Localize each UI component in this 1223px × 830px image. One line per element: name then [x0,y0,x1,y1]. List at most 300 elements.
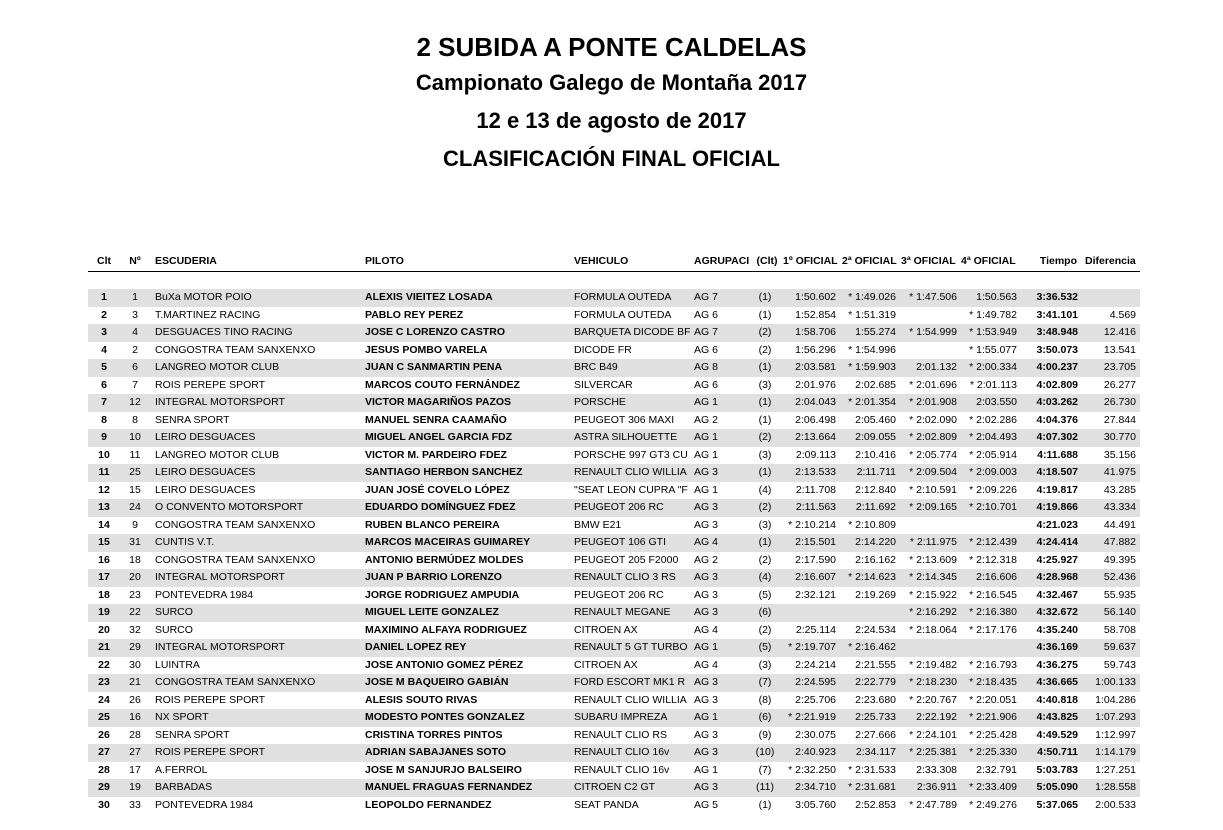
event-title: 2 SUBIDA A PONTE CALDELAS [416,32,807,62]
group-cell: AG 6 [694,343,718,356]
oficial-3-cell: * 2:18.064 [909,623,957,636]
group-position-cell: (2) [758,501,772,513]
oficial-4-cell: * 2:49.276 [969,798,1017,811]
team-cell: A.FERROL [155,763,208,776]
position-cell: 24 [98,693,110,706]
oficial-2-cell: * 2:16.462 [848,641,896,653]
table-row [88,587,1140,605]
oficial-4-cell: * 2:04.493 [969,431,1017,443]
team-cell: ROIS PEREPE SPORT [155,378,266,391]
header-number: Nº [129,255,141,267]
position-cell: 18 [98,588,110,601]
team-cell: CONGOSTRA TEAM SANXENXO [155,676,316,688]
position-cell: 15 [98,536,110,548]
team-cell: DESGUACES TINO RACING [155,326,293,338]
oficial-1-cell: 2:25.114 [795,623,836,636]
event-date: 12 e 13 de agosto de 2017 [476,108,747,133]
group-cell: AG 7 [694,326,718,338]
group-cell: AG 1 [694,396,718,408]
oficial-1-cell: 2:09.113 [795,448,836,461]
group-cell: AG 3 [694,571,718,583]
number-cell: 27 [129,746,141,758]
group-position-cell: (3) [758,378,772,391]
team-cell: SENRA SPORT [155,728,230,741]
time-cell: 4:24.414 [1036,536,1078,548]
number-cell: 21 [129,676,141,688]
group-cell: AG 1 [694,641,718,653]
difference-cell: 1:00.133 [1095,676,1136,688]
time-cell: 4:36.275 [1036,658,1078,671]
oficial-1-cell: 1:52.854 [795,308,836,321]
number-cell: 8 [132,413,138,426]
time-cell: 3:36.532 [1036,291,1078,303]
table-row [88,482,1140,500]
group-position-cell: (1) [758,536,772,548]
time-cell: 4:19.866 [1036,501,1078,513]
time-cell: 4:25.927 [1036,553,1078,566]
team-cell: CONGOSTRA TEAM SANXENXO [155,518,316,531]
oficial-3-cell: * 2:25.381 [909,746,957,758]
oficial-4-cell: * 1:55.077 [969,343,1017,356]
oficial-2-cell: * 1:59.903 [848,361,896,373]
position-cell: 28 [98,763,110,776]
difference-cell: 49.395 [1103,553,1136,566]
document-title-block [0,30,1223,178]
table-row [88,429,1140,447]
header-oficial-4: 4ª OFICIAL [961,255,1016,267]
group-position-cell: (1) [758,291,772,303]
oficial-1-cell: * 2:32.250 [788,763,836,776]
vehicle-cell: PEUGEOT 205 F2000 [574,553,679,566]
oficial-4-cell: * 2:10.701 [969,501,1017,513]
oficial-2-cell: 2:16.162 [855,553,896,566]
position-cell: 12 [98,483,110,496]
time-cell: 4:03.262 [1036,396,1078,408]
position-cell: 26 [98,728,110,741]
oficial-2-cell: 2:05.460 [855,413,896,426]
oficial-2-cell: * 2:31.681 [848,781,896,793]
time-cell: 4:21.023 [1036,518,1078,531]
vehicle-cell: CITROEN C2 GT [574,781,656,793]
driver-cell: MODESTO PONTES GONZALEZ [365,711,525,723]
difference-cell: 23.705 [1103,361,1136,373]
position-cell: 6 [101,378,107,391]
oficial-3-cell: * 2:20.767 [909,693,957,706]
header-tiempo: Tiempo [1039,255,1077,267]
group-cell: AG 3 [694,466,718,478]
time-cell: 4:36.665 [1036,676,1078,688]
group-position-cell: (2) [758,553,772,566]
group-cell: AG 3 [694,693,718,706]
group-position-cell: (2) [758,623,772,636]
group-position-cell: (8) [758,693,772,706]
vehicle-cell: PEUGEOT 106 GTI [574,536,667,548]
number-cell: 18 [129,553,141,566]
team-cell: SURCO [155,606,193,618]
oficial-1-cell: 2:32.121 [795,588,836,601]
group-position-cell: (3) [758,658,772,671]
position-cell: 30 [98,798,110,811]
number-cell: 19 [129,781,141,793]
group-cell: AG 2 [694,413,718,426]
driver-cell: JESUS POMBO VARELA [365,343,488,356]
oficial-1-cell: 2:06.498 [795,413,836,426]
oficial-2-cell: * 2:10.809 [848,518,896,531]
time-cell: 4:32.672 [1036,606,1078,618]
time-cell: 4:50.711 [1037,746,1078,758]
group-position-cell: (5) [758,588,772,601]
oficial-1-cell: 3:05.760 [795,798,836,811]
oficial-3-cell: 2:33.308 [916,763,957,776]
position-cell: 21 [98,641,110,653]
oficial-2-cell: 2:25.733 [855,711,896,723]
group-cell: AG 2 [694,553,718,566]
driver-cell: ANTONIO BERMÚDEZ MOLDES [365,553,524,566]
team-cell: ROIS PEREPE SPORT [155,693,266,706]
number-cell: 12 [129,396,141,408]
oficial-4-cell: * 2:33.409 [969,781,1017,793]
difference-cell: 1:27.251 [1095,763,1136,776]
oficial-4-cell: * 2:16.793 [969,658,1017,671]
oficial-4-cell: * 2:20.051 [969,693,1017,706]
table-row [88,447,1140,465]
position-cell: 29 [98,781,110,793]
position-cell: 16 [98,553,110,566]
championship-title: Campionato Galego de Montaña 2017 [415,70,808,95]
oficial-4-cell: 2:16.606 [976,571,1017,583]
group-cell: AG 3 [694,676,718,688]
header-vehiculo: VEHICULO [574,255,629,267]
group-cell: AG 1 [694,483,718,496]
team-cell: INTEGRAL MOTORSPORT [155,571,285,583]
time-cell: 4:32.467 [1036,588,1078,601]
table-row [88,412,1140,430]
number-cell: 3 [132,308,138,321]
vehicle-cell: PEUGEOT 306 MAXI [574,413,675,426]
oficial-4-cell: * 2:00.334 [969,361,1017,373]
group-position-cell: (3) [758,448,772,461]
driver-cell: SANTIAGO HERBON SANCHEZ [365,466,523,478]
oficial-4-cell: * 2:16.545 [969,588,1017,601]
position-cell: 4 [101,343,107,356]
oficial-4-cell: 1:50.563 [976,291,1017,303]
group-position-cell: (1) [758,308,772,321]
header-clt: Clt [97,255,111,267]
difference-cell: 1:12.997 [1095,728,1136,741]
difference-cell: 12.416 [1103,326,1136,338]
driver-cell: MIGUEL LEITE GONZALEZ [365,606,499,618]
driver-cell: VICTOR MAGARIÑOS PAZOS [365,396,512,408]
oficial-1-cell: 2:11.563 [795,501,836,513]
time-cell: 5:37.065 [1036,798,1078,811]
group-position-cell: (6) [758,606,772,618]
oficial-2-cell: 2:34.117 [855,746,896,758]
position-cell: 20 [98,623,110,636]
oficial-4-cell: * 2:05.914 [969,448,1017,461]
oficial-4-cell: * 2:01.113 [969,378,1017,391]
number-cell: 6 [132,361,138,373]
oficial-2-cell: 1:55.274 [855,326,896,338]
group-cell: AG 6 [694,378,718,391]
oficial-1-cell: 2:15.501 [795,536,836,548]
oficial-3-cell: * 2:02.090 [909,413,957,426]
vehicle-cell: PEUGEOT 206 RC [574,501,664,513]
position-cell: 14 [98,518,110,531]
driver-cell: RUBEN BLANCO PEREIRA [365,518,500,531]
time-cell: 4:49.529 [1036,728,1078,741]
oficial-4-cell: * 2:25.428 [969,728,1017,741]
oficial-3-cell: * 2:01.696 [909,378,957,391]
group-cell: AG 7 [694,291,718,303]
difference-cell: 58.708 [1103,623,1136,636]
difference-cell: 44.491 [1103,518,1136,531]
team-cell: INTEGRAL MOTORSPORT [155,396,285,408]
team-cell: BuXa MOTOR POIO [155,291,252,303]
oficial-2-cell: 2:09.055 [855,431,896,443]
difference-cell: 41.975 [1103,466,1136,478]
oficial-1-cell: 2:25.706 [795,693,836,706]
group-cell: AG 3 [694,518,718,531]
difference-cell: 59.743 [1103,658,1136,671]
difference-cell: 26.277 [1103,378,1136,391]
driver-cell: JUAN C SANMARTIN PENA [365,361,503,373]
difference-cell: 13.541 [1103,343,1136,356]
oficial-4-cell: * 2:18.435 [969,676,1017,688]
number-cell: 23 [129,588,141,601]
oficial-4-cell: * 2:16.380 [969,606,1017,618]
oficial-3-cell: * 2:01.908 [909,396,957,408]
time-cell: 4:19.817 [1036,483,1078,496]
time-cell: 4:35.240 [1036,623,1078,636]
oficial-2-cell: 2:19.269 [855,588,896,601]
table-row [88,377,1140,395]
oficial-3-cell: * 2:11.975 [909,536,957,548]
difference-cell: 35.156 [1103,448,1136,461]
driver-cell: JOSE C LORENZO CASTRO [365,326,506,338]
group-cell: AG 3 [694,728,718,741]
vehicle-cell: BMW E21 [574,518,622,531]
oficial-3-cell: * 2:19.482 [909,658,957,671]
oficial-3-cell: * 2:09.165 [909,501,957,513]
vehicle-cell: PORSCHE 997 GT3 CU [574,448,688,461]
table-row [88,709,1140,727]
number-cell: 2 [132,343,138,356]
group-position-cell: (10) [755,746,775,758]
number-cell: 20 [129,571,141,583]
oficial-4-cell: * 1:53.949 [969,326,1017,338]
number-cell: 31 [129,536,141,548]
driver-cell: MIGUEL ANGEL GARCIA FDZ [365,431,512,443]
table-row [88,797,1140,815]
group-cell: AG 3 [694,501,718,513]
table-row [88,622,1140,640]
difference-cell: 4.569 [1109,308,1136,321]
team-cell: LEIRO DESGUACES [155,431,256,443]
number-cell: 4 [132,326,138,338]
group-cell: AG 1 [694,448,718,461]
group-position-cell: (1) [758,361,772,373]
oficial-1-cell: * 2:19.707 [788,641,836,653]
oficial-2-cell: 2:11.711 [856,466,896,478]
oficial-3-cell: * 2:10.591 [909,483,957,496]
oficial-2-cell: * 2:14.623 [848,571,896,583]
classification-title: CLASIFICACIÓN FINAL OFICIAL [443,146,780,171]
number-cell: 26 [129,693,141,706]
time-cell: 5:03.783 [1036,763,1078,776]
oficial-2-cell: 2:22.779 [855,676,896,688]
header-diferencia: Diferencia [1085,255,1136,267]
group-position-cell: (3) [758,518,772,531]
position-cell: 13 [98,501,110,513]
oficial-3-cell: * 2:15.922 [909,588,957,601]
difference-cell: 2:00.533 [1095,798,1136,811]
team-cell: CONGOSTRA TEAM SANXENXO [155,553,316,566]
oficial-2-cell: 2:02.685 [855,378,896,391]
number-cell: 1 [132,291,138,303]
oficial-1-cell: * 2:10.214 [788,518,836,531]
driver-cell: EDUARDO DOMÍNGUEZ FDEZ [365,501,516,513]
oficial-1-cell: 2:16.607 [795,571,836,583]
oficial-2-cell: 2:11.692 [855,501,896,513]
driver-cell: JOSE M SANJURJO BALSEIRO [365,763,522,776]
oficial-3-cell: 2:36.911 [916,781,957,793]
oficial-1-cell: * 2:21.919 [788,711,836,723]
oficial-1-cell: 2:03.581 [795,361,836,373]
group-position-cell: (1) [758,466,772,478]
vehicle-cell: RENAULT MEGANE [574,606,671,618]
number-cell: 33 [129,798,141,811]
vehicle-cell: RENAULT CLIO WILLIA [574,693,687,706]
time-cell: 4:40.818 [1036,693,1078,706]
oficial-3-cell: * 1:47.506 [909,291,957,303]
group-cell: AG 4 [694,536,718,548]
header-oficial-3: 3ª OFICIAL [901,255,956,267]
table-row [88,359,1140,377]
group-position-cell: (7) [758,763,772,776]
header-oficial-1: 1º OFICIAL [783,255,838,267]
vehicle-cell: RENAULT CLIO 16v [574,746,670,758]
table-body [88,289,1140,814]
team-cell: LEIRO DESGUACES [155,466,256,478]
position-cell: 10 [98,448,110,461]
oficial-1-cell: 1:56.296 [795,343,836,356]
oficial-2-cell: * 1:49.026 [848,291,896,303]
oficial-3-cell: 2:22.192 [916,711,957,723]
position-cell: 9 [101,431,107,443]
difference-cell: 47.882 [1103,536,1136,548]
table-row [88,342,1140,360]
team-cell: CONGOSTRA TEAM SANXENXO [155,343,316,356]
table-row [88,604,1140,622]
time-cell: 3:41.101 [1036,308,1078,321]
table-row [88,464,1140,482]
difference-cell: 27.844 [1103,413,1136,426]
oficial-2-cell: 2:12.840 [855,483,896,496]
header-group-position: (Clt) [756,255,778,267]
difference-cell: 1:07.293 [1095,711,1136,723]
oficial-4-cell: * 2:17.176 [969,623,1017,636]
position-cell: 1 [101,291,107,303]
oficial-4-cell: * 2:09.226 [969,483,1017,496]
time-cell: 4:28.968 [1036,571,1078,583]
position-cell: 17 [98,571,110,583]
oficial-4-cell: * 2:12.439 [969,536,1017,548]
number-cell: 25 [129,466,141,478]
group-position-cell: (4) [758,483,772,496]
time-cell: 4:04.376 [1036,413,1078,426]
oficial-1-cell: 2:30.075 [795,728,836,741]
difference-cell: 1:04.286 [1095,693,1136,706]
oficial-4-cell: * 2:21.906 [969,711,1017,723]
oficial-3-cell: * 2:24.101 [909,728,957,741]
difference-cell: 30.770 [1103,431,1136,443]
vehicle-cell: PORSCHE [574,396,626,408]
oficial-3-cell: * 2:18.230 [909,676,957,688]
oficial-4-cell: * 2:09.003 [969,466,1017,478]
table-row [88,324,1140,342]
table-row [88,727,1140,745]
group-position-cell: (4) [758,571,772,583]
number-cell: 7 [132,378,138,391]
group-position-cell: (2) [758,343,772,356]
team-cell: LUINTRA [155,658,200,671]
oficial-3-cell: * 2:05.774 [909,448,957,461]
difference-cell: 43.285 [1103,483,1136,496]
driver-cell: JUAN P BARRIO LORENZO [365,571,502,583]
driver-cell: ALEXIS VIEITEZ LOSADA [365,291,493,303]
team-cell: INTEGRAL MOTORSPORT [155,641,285,653]
position-cell: 27 [98,746,110,758]
table-row [88,657,1140,675]
group-position-cell: (5) [758,641,772,653]
position-cell: 22 [98,658,110,671]
group-cell: AG 1 [694,431,718,443]
driver-cell: ALESIS SOUTO RIVAS [365,693,478,706]
number-cell: 10 [129,431,141,443]
number-cell: 30 [129,658,141,671]
group-cell: AG 1 [694,711,718,723]
driver-cell: JOSE ANTONIO GOMEZ PÉREZ [365,658,524,671]
group-position-cell: (1) [758,413,772,426]
difference-cell: 1:14.179 [1095,746,1136,758]
driver-cell: MAXIMINO ALFAYA RODRIGUEZ [365,623,527,636]
position-cell: 25 [98,711,110,723]
number-cell: 22 [129,606,141,618]
header-agrupacion: AGRUPACI [694,255,750,267]
vehicle-cell: SILVERCAR [574,378,633,391]
group-position-cell: (1) [758,396,772,408]
header-escuderia: ESCUDERIA [155,255,217,267]
number-cell: 24 [129,501,141,513]
oficial-1-cell: 1:50.602 [795,291,836,303]
oficial-1-cell: 2:01.976 [795,378,836,391]
driver-cell: JORGE RODRIGUEZ AMPUDIA [365,588,520,601]
position-cell: 11 [98,466,110,478]
oficial-3-cell: * 2:14.345 [909,571,957,583]
vehicle-cell: "SEAT LEON CUPRA "F [574,483,688,496]
table-row [88,534,1140,552]
oficial-2-cell: * 2:01.354 [848,396,896,408]
oficial-4-cell: * 2:25.330 [969,746,1017,758]
oficial-3-cell: * 2:16.292 [909,606,957,618]
driver-cell: MARCOS MACEIRAS GUIMAREY [365,536,531,548]
vehicle-cell: DICODE FR [574,343,632,356]
difference-cell: 56.140 [1103,606,1136,618]
driver-cell: JUAN JOSÉ COVELO LÓPEZ [365,483,510,496]
table-row [88,674,1140,692]
group-cell: AG 5 [694,798,718,811]
group-position-cell: (7) [758,676,772,688]
